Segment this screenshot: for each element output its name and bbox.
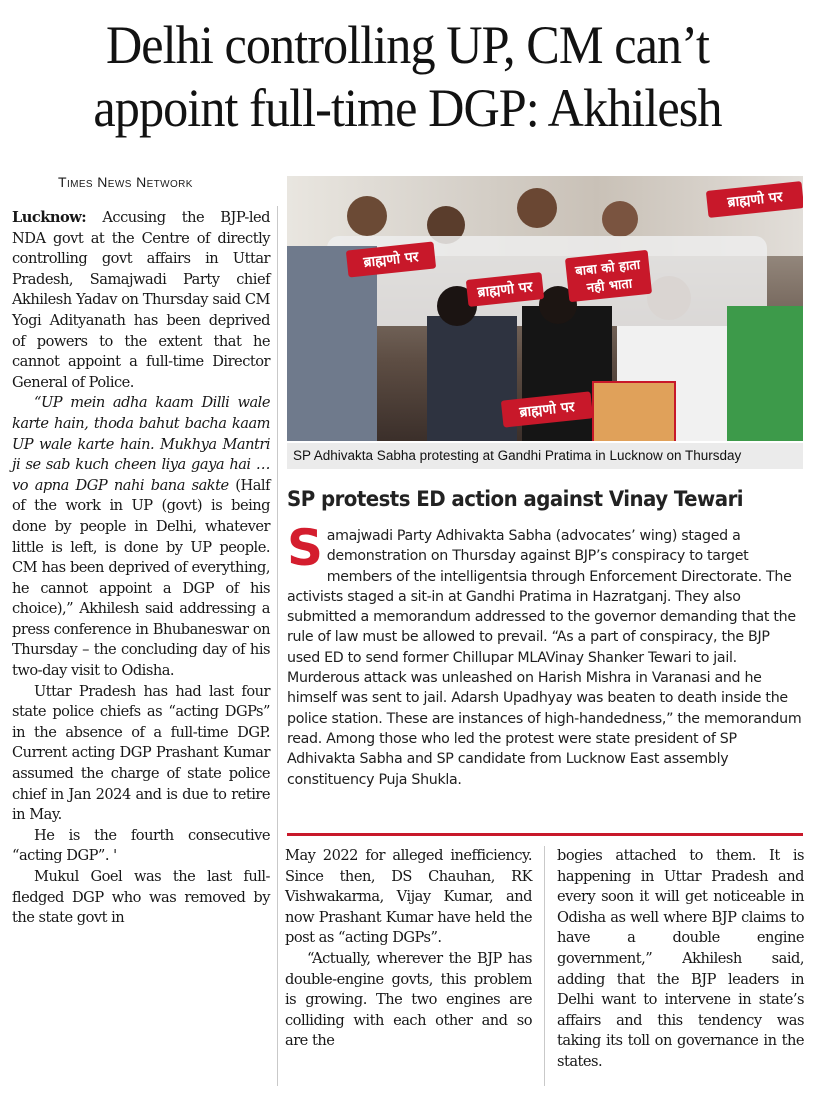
dateline: Lucknow: [12,209,87,226]
photo-body [727,306,803,441]
protest-sign: ब्राह्मणो पर [706,181,803,218]
paragraph-text: Accusing the BJP-led NDA govt at the Centre of directly controlling govt affairs in Uttar Pradesh, Samajwadi Party chief Akhilesh Yadav on Thursday said CM Yogi Adityanath has been deprived of powers to the extent that he cannot appoint a full-time Director General of Police. [12,209,270,391]
paragraph: May 2022 for alleged inefficiency. Since then, DS Chauhan, RK Vishwakarma, Vijay Kumar, and now Prashant Kumar have held the post as “acting DGPs”. [285,847,532,947]
photo-person [347,196,387,236]
sidebar-headline: SP protests ED action against Vinay Tewari [287,487,744,512]
protest-photo [287,176,803,441]
quote-paragraph [12,393,270,681]
photo-person [602,201,638,237]
main-story-column-2 [285,846,532,1052]
paragraph: Uttar Pradesh has had last four state police chiefs as “acting DGPs” in the absence of a full-time DGP. Current acting DGP Prashant Kumar assumed the charge of state police chief in Jan 2024 and is due to retire in May. [12,682,270,824]
headline-line-1: Delhi controlling UP, CM can’t [105,15,710,75]
byline: Times News Network [58,174,193,190]
paragraph [12,208,270,393]
sidebar-divider-rule [287,833,803,836]
sidebar-story [287,519,803,790]
hindi-quote: “UP mein adha kaam Dilli wale karte hain, thoda bahut bacha kaam UP wale karte hain. Mukhya Mantri ji se sab kuch cheen liya gaya hai … vo apna DGP nahi bana sakte [12,394,270,494]
main-story-column-3 [557,846,804,1073]
headline [29,14,787,140]
paragraph: bogies attached to them. It is happening in Uttar Pradesh and every soon it will get noticeable in Odisha as well where BJP claims to have a double engine government,” Akhilesh said, adding that the BJP leaders in Delhi want to intervene in state’s affairs and this tendency was taking its toll on governance in the states. [557,847,804,1070]
sidebar-text: amajwadi Party Adhivakta Sabha (advocates’ wing) staged a demonstration on Thursday against BJP’s conspiracy to target members of the intelligentsia through Enforcement Directorate. The activists staged a sit-in at Gandhi Pratima in Hazratganj. They also submitted a memorandum addressed to the governor demanding that the rule of law must be allowed to prevail. “As a part of conspiracy, the BJP used ED to send former Chillupar MLAVinay Shanker Tewari to jail. Murderous attack was unleashed on Harish Mishra in Varanasi and he himself was sent to jail. Adarsh Upadhyay was beaten to death inside the police station. These are instances of high-handedness,” the memorandum read. Among those who led the protest were state president of SP Adhivakta Sabha and SP candidate from Lucknow East assembly constituency Puja Shukla. [287,528,802,788]
drop-cap: S [287,519,323,577]
protest-sign: बाबा को हाता नही भाता [565,250,652,302]
quote-translation: (Half of the work in UP (govt) is being done by people in Delhi, whatever little is left, is done by UP people. CM has been deprived of everything, he cannot appoint a DGP of his choice),” Akhilesh said addressing a press conference in Bhubaneswar on Thursday – the concluding day of his two-day visit to Odisha. [12,476,270,680]
column-divider [277,206,278,1086]
photo-caption: SP Adhivakta Sabha protesting at Gandhi Pratima in Lucknow on Thursday [287,443,803,469]
paragraph: Mukul Goel was the last full-fledged DGP who was removed by the state govt in [12,868,270,927]
protest-sign: ब्राह्मणो पर [501,391,593,427]
main-story-column-1 [12,208,270,929]
photo-person [517,188,557,228]
headline-line-2: appoint full-time DGP: Akhilesh [93,78,722,138]
column-divider [544,846,545,1086]
paragraph: He is the fourth consecutive “acting DGP”. ' [12,826,270,865]
photo-portrait-sign [592,381,676,441]
protest-sign: ब्राह्मणो पर [466,272,544,307]
paragraph: “Actually, wherever the BJP has double-engine govts, this problem is growing. The two engines are colliding with each other and so are the [285,949,532,1050]
protest-sign: ब्राह्मणो पर [346,241,436,277]
